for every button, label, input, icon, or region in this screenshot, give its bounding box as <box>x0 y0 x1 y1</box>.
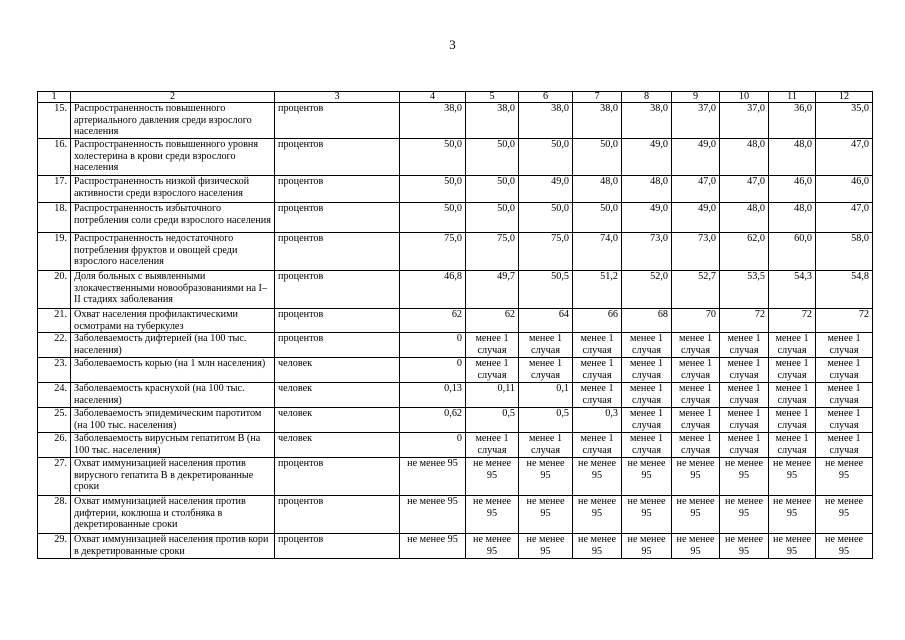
value-cell: менее 1 случая <box>816 333 873 358</box>
table-row <box>38 139 873 176</box>
value-cell: менее 1 случая <box>769 433 816 458</box>
value-cell: не менее 95 <box>622 458 672 496</box>
unit-cell: процентов <box>275 534 400 559</box>
value-cell: 52,7 <box>672 271 720 309</box>
value-cell: не менее 95 <box>816 458 873 496</box>
value-cell: 47,0 <box>816 139 873 176</box>
value-cell: не менее 95 <box>720 458 769 496</box>
value-cell: 0,13 <box>400 383 466 408</box>
column-header: 6 <box>519 92 573 103</box>
value-cell: 0,11 <box>466 383 519 408</box>
table-row <box>38 496 873 534</box>
value-cell: не менее 95 <box>400 496 466 534</box>
value-cell: не менее 95 <box>519 534 573 559</box>
indicator-name: Охват населения профилактическими осмотрами на туберкулез <box>71 309 275 333</box>
value-cell: 38,0 <box>573 103 622 139</box>
table-row <box>38 358 873 383</box>
value-cell: 49,0 <box>519 176 573 203</box>
value-cell: менее 1 случая <box>573 333 622 358</box>
value-cell: 62,0 <box>720 233 769 271</box>
unit-cell: процентов <box>275 203 400 233</box>
value-cell: 49,0 <box>672 139 720 176</box>
value-cell: менее 1 случая <box>720 358 769 383</box>
value-cell: 73,0 <box>672 233 720 271</box>
table-row <box>38 458 873 496</box>
value-cell: менее 1 случая <box>672 358 720 383</box>
value-cell: не менее 95 <box>720 496 769 534</box>
table-row <box>38 176 873 203</box>
value-cell: менее 1 случая <box>720 333 769 358</box>
indicator-name: Распространенность низкой физической активности среди взрослого населения <box>71 176 275 203</box>
value-cell: 38,0 <box>400 103 466 139</box>
unit-cell: процентов <box>275 103 400 139</box>
table-row <box>38 233 873 271</box>
row-number: 15. <box>38 103 71 139</box>
value-cell: 0 <box>400 333 466 358</box>
row-number: 28. <box>38 496 71 534</box>
value-cell: 49,0 <box>672 203 720 233</box>
value-cell: 54,3 <box>769 271 816 309</box>
unit-cell: процентов <box>275 233 400 271</box>
unit-cell: процентов <box>275 458 400 496</box>
value-cell: 50,0 <box>573 203 622 233</box>
row-number: 18. <box>38 203 71 233</box>
value-cell: 48,0 <box>622 176 672 203</box>
row-number: 21. <box>38 309 71 333</box>
table-row <box>38 271 873 309</box>
column-header: 11 <box>769 92 816 103</box>
value-cell: менее 1 случая <box>672 383 720 408</box>
unit-cell: процентов <box>275 271 400 309</box>
indicator-name: Заболеваемость дифтерией (на 100 тыс. населения) <box>71 333 275 358</box>
value-cell: 75,0 <box>400 233 466 271</box>
value-cell: менее 1 случая <box>622 383 672 408</box>
value-cell: менее 1 случая <box>622 358 672 383</box>
value-cell: 38,0 <box>519 103 573 139</box>
indicator-name: Распространенность повышенного уровня холестерина в крови среди взрослого населения <box>71 139 275 176</box>
value-cell: 46,8 <box>400 271 466 309</box>
value-cell: 50,5 <box>519 271 573 309</box>
value-cell: 50,0 <box>573 139 622 176</box>
value-cell: не менее 95 <box>769 496 816 534</box>
value-cell: менее 1 случая <box>519 333 573 358</box>
value-cell: не менее 95 <box>622 496 672 534</box>
value-cell: не менее 95 <box>466 496 519 534</box>
value-cell: 50,0 <box>466 203 519 233</box>
value-cell: 60,0 <box>769 233 816 271</box>
value-cell: 48,0 <box>769 203 816 233</box>
value-cell: 36,0 <box>769 103 816 139</box>
value-cell: не менее 95 <box>672 458 720 496</box>
value-cell: менее 1 случая <box>672 433 720 458</box>
row-number: 25. <box>38 408 71 433</box>
value-cell: менее 1 случая <box>816 383 873 408</box>
value-cell: менее 1 случая <box>769 333 816 358</box>
value-cell: 58,0 <box>816 233 873 271</box>
value-cell: не менее 95 <box>769 534 816 559</box>
value-cell: менее 1 случая <box>466 433 519 458</box>
value-cell: 46,0 <box>769 176 816 203</box>
row-number: 22. <box>38 333 71 358</box>
value-cell: не менее 95 <box>573 534 622 559</box>
indicators-table <box>37 91 873 559</box>
indicator-name: Распространенность недостаточного потребления фруктов и овощей среди взрослого населения <box>71 233 275 271</box>
page-number: 3 <box>449 37 456 52</box>
value-cell: не менее 95 <box>519 496 573 534</box>
value-cell: 64 <box>519 309 573 333</box>
value-cell: не менее 95 <box>573 496 622 534</box>
value-cell: не менее 95 <box>400 534 466 559</box>
value-cell: менее 1 случая <box>720 433 769 458</box>
table-header-row <box>38 92 873 103</box>
row-number: 16. <box>38 139 71 176</box>
value-cell: 50,0 <box>519 139 573 176</box>
value-cell: 0,3 <box>573 408 622 433</box>
value-cell: не менее 95 <box>400 458 466 496</box>
value-cell: менее 1 случая <box>816 408 873 433</box>
value-cell: 50,0 <box>400 203 466 233</box>
value-cell: менее 1 случая <box>769 408 816 433</box>
value-cell: не менее 95 <box>672 534 720 559</box>
value-cell: 35,0 <box>816 103 873 139</box>
value-cell: 50,0 <box>400 139 466 176</box>
unit-cell: процентов <box>275 496 400 534</box>
indicator-name: Заболеваемость краснухой (на 100 тыс. населения) <box>71 383 275 408</box>
indicator-name: Охват иммунизацией населения против дифтерии, коклюша и столбняка в декретированные сроки <box>71 496 275 534</box>
column-header: 7 <box>573 92 622 103</box>
table-row <box>38 433 873 458</box>
indicator-name: Заболеваемость корью (на 1 млн населения) <box>71 358 275 383</box>
value-cell: 49,0 <box>622 139 672 176</box>
column-header: 9 <box>672 92 720 103</box>
value-cell: 47,0 <box>816 203 873 233</box>
value-cell: менее 1 случая <box>672 333 720 358</box>
value-cell: не менее 95 <box>816 534 873 559</box>
column-header: 12 <box>816 92 873 103</box>
value-cell: 48,0 <box>769 139 816 176</box>
value-cell: 52,0 <box>622 271 672 309</box>
value-cell: менее 1 случая <box>720 408 769 433</box>
value-cell: менее 1 случая <box>769 358 816 383</box>
column-header: 3 <box>275 92 400 103</box>
indicator-name: Распространенность избыточного потребления соли среди взрослого населения <box>71 203 275 233</box>
value-cell: менее 1 случая <box>466 333 519 358</box>
table-row <box>38 408 873 433</box>
unit-cell: человек <box>275 383 400 408</box>
value-cell: 75,0 <box>519 233 573 271</box>
table-row <box>38 203 873 233</box>
value-cell: 37,0 <box>720 103 769 139</box>
row-number: 26. <box>38 433 71 458</box>
value-cell: 0,5 <box>466 408 519 433</box>
value-cell: не менее 95 <box>720 534 769 559</box>
value-cell: 72 <box>720 309 769 333</box>
row-number: 29. <box>38 534 71 559</box>
value-cell: менее 1 случая <box>672 408 720 433</box>
value-cell: 46,0 <box>816 176 873 203</box>
value-cell: 0,62 <box>400 408 466 433</box>
value-cell: 50,0 <box>466 139 519 176</box>
value-cell: не менее 95 <box>769 458 816 496</box>
value-cell: 53,5 <box>720 271 769 309</box>
value-cell: 50,0 <box>466 176 519 203</box>
value-cell: 68 <box>622 309 672 333</box>
row-number: 17. <box>38 176 71 203</box>
value-cell: 50,0 <box>519 203 573 233</box>
unit-cell: процентов <box>275 333 400 358</box>
value-cell: менее 1 случая <box>622 433 672 458</box>
value-cell: не менее 95 <box>519 458 573 496</box>
indicator-name: Доля больных с выявленными злокачественными новообразованиями на I–II стадиях заболевания <box>71 271 275 309</box>
value-cell: 0 <box>400 433 466 458</box>
table-body <box>38 103 873 559</box>
value-cell: 0 <box>400 358 466 383</box>
value-cell: 47,0 <box>672 176 720 203</box>
value-cell: 49,0 <box>622 203 672 233</box>
value-cell: менее 1 случая <box>466 358 519 383</box>
unit-cell: процентов <box>275 309 400 333</box>
unit-cell: процентов <box>275 176 400 203</box>
value-cell: 50,0 <box>400 176 466 203</box>
column-header: 2 <box>71 92 275 103</box>
unit-cell: человек <box>275 358 400 383</box>
value-cell: менее 1 случая <box>816 358 873 383</box>
value-cell: 48,0 <box>720 139 769 176</box>
table-row <box>38 309 873 333</box>
value-cell: 48,0 <box>720 203 769 233</box>
value-cell: не менее 95 <box>466 534 519 559</box>
indicator-name: Заболеваемость вирусным гепатитом В (на 100 тыс. населения) <box>71 433 275 458</box>
value-cell: не менее 95 <box>672 496 720 534</box>
table-row <box>38 534 873 559</box>
column-header: 1 <box>38 92 71 103</box>
value-cell: менее 1 случая <box>519 433 573 458</box>
value-cell: менее 1 случая <box>573 433 622 458</box>
row-number: 23. <box>38 358 71 383</box>
row-number: 20. <box>38 271 71 309</box>
value-cell: 54,8 <box>816 271 873 309</box>
value-cell: 47,0 <box>720 176 769 203</box>
column-header: 8 <box>622 92 672 103</box>
value-cell: не менее 95 <box>573 458 622 496</box>
value-cell: 72 <box>769 309 816 333</box>
value-cell: 62 <box>400 309 466 333</box>
table-row <box>38 333 873 358</box>
value-cell: менее 1 случая <box>769 383 816 408</box>
value-cell: 0,1 <box>519 383 573 408</box>
value-cell: 0,5 <box>519 408 573 433</box>
row-number: 24. <box>38 383 71 408</box>
row-number: 19. <box>38 233 71 271</box>
indicator-name: Охват иммунизацией населения против вирусного гепатита В в декретированные сроки <box>71 458 275 496</box>
unit-cell: человек <box>275 408 400 433</box>
column-header: 5 <box>466 92 519 103</box>
value-cell: 72 <box>816 309 873 333</box>
value-cell: менее 1 случая <box>720 383 769 408</box>
column-header: 10 <box>720 92 769 103</box>
value-cell: 49,7 <box>466 271 519 309</box>
value-cell: менее 1 случая <box>519 358 573 383</box>
row-number: 27. <box>38 458 71 496</box>
indicator-name: Охват иммунизацией населения против кори в декретированные сроки <box>71 534 275 559</box>
value-cell: менее 1 случая <box>622 408 672 433</box>
value-cell: 66 <box>573 309 622 333</box>
table-row <box>38 103 873 139</box>
value-cell: 48,0 <box>573 176 622 203</box>
value-cell: 37,0 <box>672 103 720 139</box>
value-cell: не менее 95 <box>622 534 672 559</box>
value-cell: не менее 95 <box>816 496 873 534</box>
value-cell: менее 1 случая <box>573 358 622 383</box>
value-cell: менее 1 случая <box>622 333 672 358</box>
indicator-name: Заболеваемость эпидемическим паротитом (на 100 тыс. населения) <box>71 408 275 433</box>
indicator-name: Распространенность повышенного артериального давления среди взрослого населения <box>71 103 275 139</box>
value-cell: не менее 95 <box>466 458 519 496</box>
value-cell: менее 1 случая <box>816 433 873 458</box>
unit-cell: человек <box>275 433 400 458</box>
value-cell: 75,0 <box>466 233 519 271</box>
value-cell: 74,0 <box>573 233 622 271</box>
column-header: 4 <box>400 92 466 103</box>
value-cell: 38,0 <box>622 103 672 139</box>
table-row <box>38 383 873 408</box>
value-cell: менее 1 случая <box>573 383 622 408</box>
value-cell: 70 <box>672 309 720 333</box>
value-cell: 73,0 <box>622 233 672 271</box>
unit-cell: процентов <box>275 139 400 176</box>
value-cell: 38,0 <box>466 103 519 139</box>
value-cell: 51,2 <box>573 271 622 309</box>
value-cell: 62 <box>466 309 519 333</box>
